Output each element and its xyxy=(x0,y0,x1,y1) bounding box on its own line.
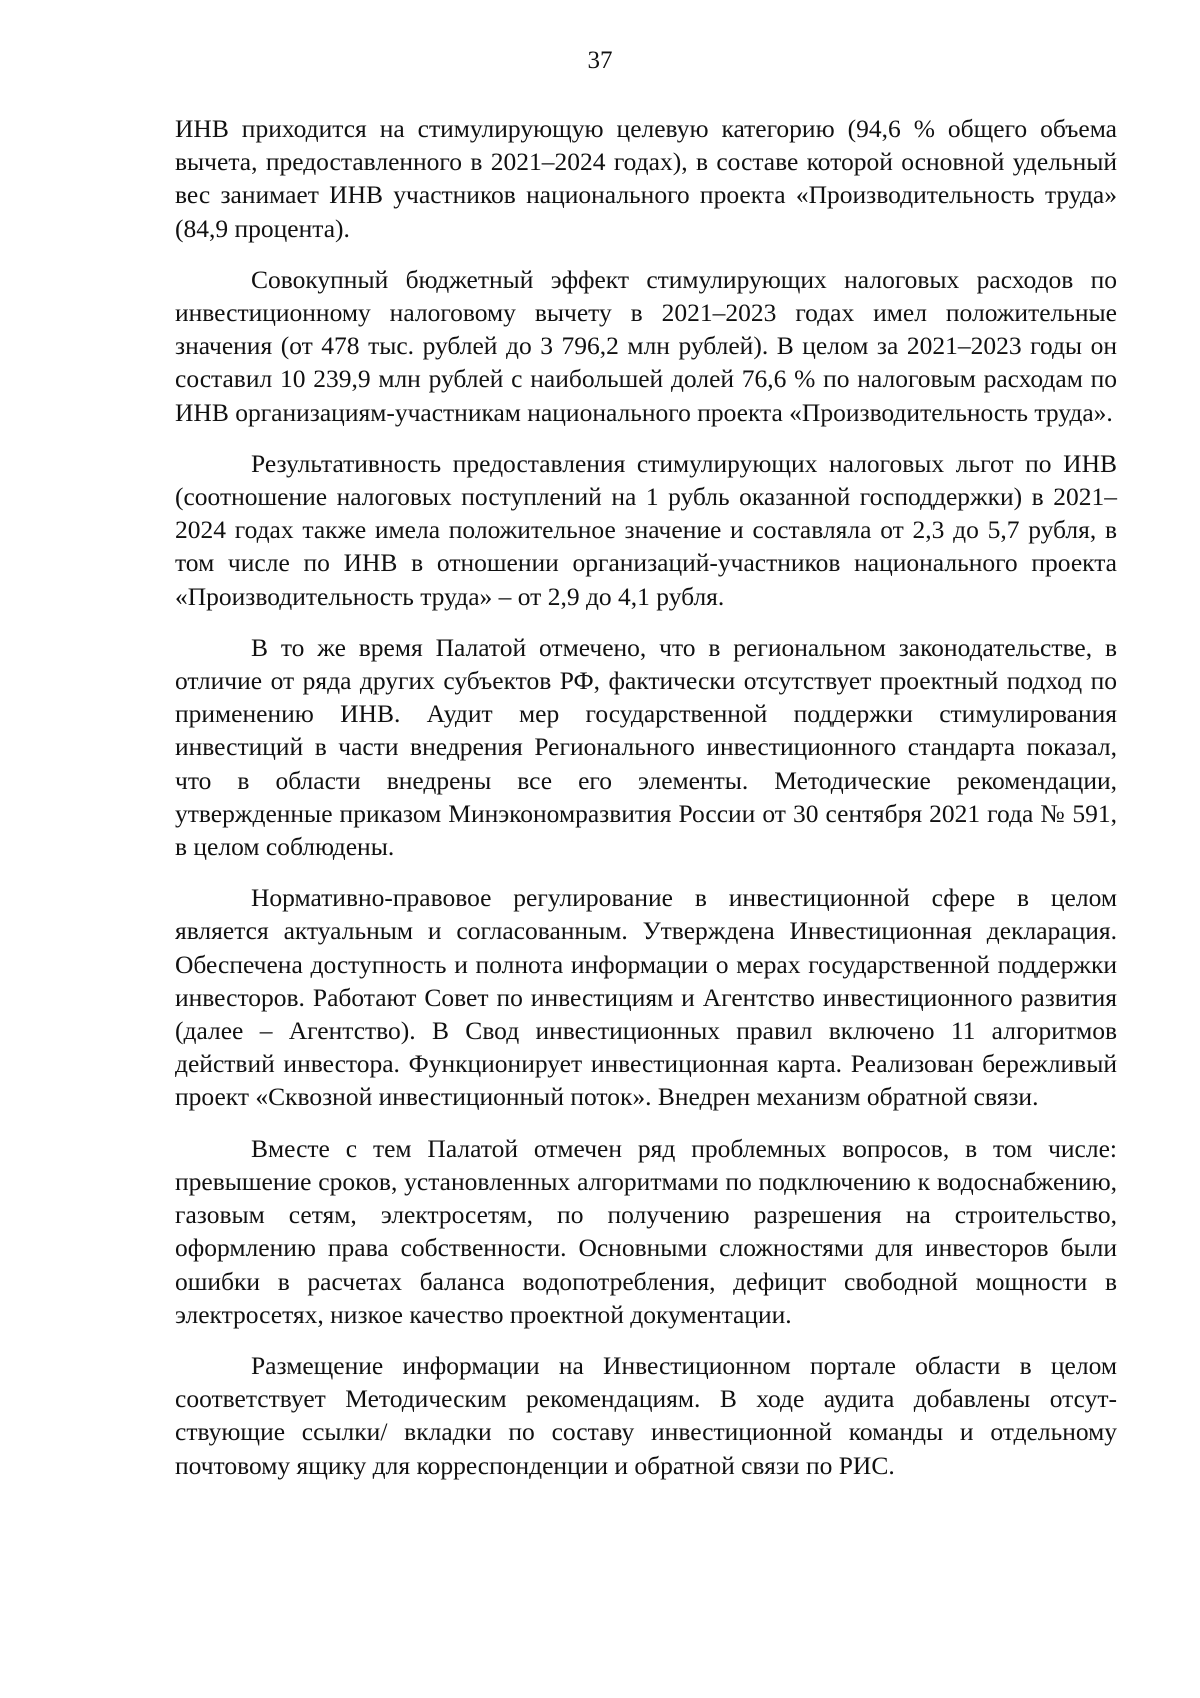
page-number: 37 xyxy=(587,47,613,74)
paragraph-6: Вместе с тем Палатой отмечен ряд проблемных вопросов, в том числе: превышение сроков, установленных алгоритмами по подключению к водоснабжению, газовым сетям, электросетям, по получению разрешения на строительство, оформлению права собственности. Основными сложностями для инвесторов были ошибки в расчетах баланса водопотребления, дефицит свободной мощности в электросетях, низкое качество проектной документации. xyxy=(175,1133,1117,1329)
paragraph-4: В то же время Палатой отмечено, что в региональном законодательстве, в отличие от ряда других субъектов РФ, фактически отсутствует проектный подход по применению ИНВ. Аудит мер государственной поддержки стимулирования инвестиций в части внедрения Регионального инвестиционного стандарта показал, что в области внедрены все его элементы. Методические рекомендации, утвержденные приказом Минэкономразвития России от 30 сентября 2021 года № 591, в целом соблюдены. xyxy=(175,632,1117,862)
paragraph-3: Результативность предоставления стимулирующих налоговых льгот по ИНВ (соотношение налоговых поступлений на 1 рубль оказанной господдержки) в 2021–2024 годах также имела положительное значение и составляла от 2,3 до 5,7 рубля, в том числе по ИНВ в отношении организаций-участников национального проекта «Производительность труда» – от 2,9 до 4,1 рубля. xyxy=(175,448,1117,611)
paragraph-1: ИНВ приходится на стимулирующую целевую категорию (94,6 % общего объема вычета, предоставленного в 2021–2024 годах), в составе которой основной удельный вес занимает ИНВ участников национального проекта «Производительность труда» (84,9 процента). xyxy=(175,114,1117,243)
paragraph-5: Нормативно-правовое регулирование в инвестиционной сфере в целом является актуальным и согласованным. Утверждена Инвестиционная декларация. Обеспечена доступность и полнота информации о мерах государственной поддержки инвесторов. Работают Совет по инвестициям и Агентство инвестиционного развития (далее – Агентство). В Свод инвестиционных правил включено 11 алгоритмов действий инвестора. Функционирует инвестиционная карта. Реализован бережливый проект «Сквозной инвестиционный поток». Внедрен механизм обратной связи. xyxy=(175,883,1117,1112)
document-body xyxy=(175,112,1117,1500)
paragraph-2: Совокупный бюджетный эффект стимулирующих налоговых расходов по инвестиционному налоговому вычету в 2021–2023 годах имел положительные значения (от 478 тыс. рублей до 3 796,2 млн рублей). В целом за 2021–2023 годы он составил 10 239,9 млн рублей с наибольшей долей 76,6 % по налоговым расходам по ИНВ организациям-участникам национального проекта «Производительность труда». xyxy=(175,264,1117,427)
paragraph-7: Размещение информации на Инвестиционном портале области в целом соответствует Методическим рекомендациям. В ходе аудита добавлены отсутствующие ссылки/ вкладки по составу инвестиционной команды и отдельному почтовому ящику для корреспонденции и обратной связи по РИС. xyxy=(175,1350,1117,1480)
